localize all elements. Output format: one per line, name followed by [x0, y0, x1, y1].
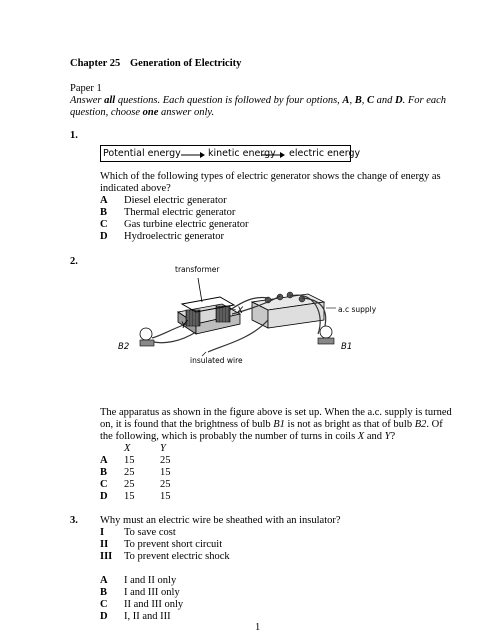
- q2-column-x: X: [124, 443, 131, 454]
- flow-arrow-2-icon: [260, 151, 286, 159]
- q2-stem-line3: the following, which is probably the number of turns in coils X and Y?: [100, 431, 396, 442]
- q1-stem-line1: Which of the following types of electric generator shows the change of energy as: [100, 171, 441, 182]
- transformer-apparatus-diagram: [130, 260, 360, 370]
- chapter-title: Generation of Electricity: [130, 58, 242, 69]
- q3-stem: Why must an electric wire be sheathed with an insulator?: [100, 515, 341, 526]
- flow-electric: electric energy: [289, 148, 361, 159]
- q1-stem-line2: indicated above?: [100, 183, 171, 194]
- page-number: 1: [255, 622, 261, 633]
- label-bulb-b2: B2: [118, 342, 130, 352]
- q1-number: 1.: [70, 130, 78, 141]
- label-bulb-b1: B1: [341, 342, 353, 352]
- q2-number: 2.: [70, 256, 78, 267]
- label-coil-y: Y: [181, 321, 187, 331]
- q2-stem-line1: The apparatus as shown in the figure above is set up. When the a.c. supply is turned: [100, 407, 452, 418]
- label-coil-x: X: [237, 306, 244, 316]
- flow-kinetic: kinetic energy: [208, 148, 276, 159]
- label-transformer: transformer: [175, 265, 220, 274]
- chapter-label: Chapter 25: [70, 58, 121, 69]
- paper-label: Paper 1: [70, 83, 102, 94]
- q2-column-y: Y: [160, 443, 166, 454]
- flow-arrow-1-icon: [180, 151, 206, 159]
- label-ac-supply: a.c supply: [338, 305, 377, 314]
- instructions-line2: question, choose one answer only.: [70, 107, 215, 118]
- instructions-line1: Answer all questions. Each question is followed by four options, A, B, C and D. For each: [70, 95, 447, 106]
- q3-number: 3.: [70, 515, 78, 526]
- flow-potential: Potential energy: [103, 148, 181, 159]
- q2-stem-line2: on, it is found that the brightness of bulb B1 is not as bright as that of bulb B2. Of: [100, 419, 443, 430]
- label-insulated-wire: insulated wire: [190, 356, 243, 365]
